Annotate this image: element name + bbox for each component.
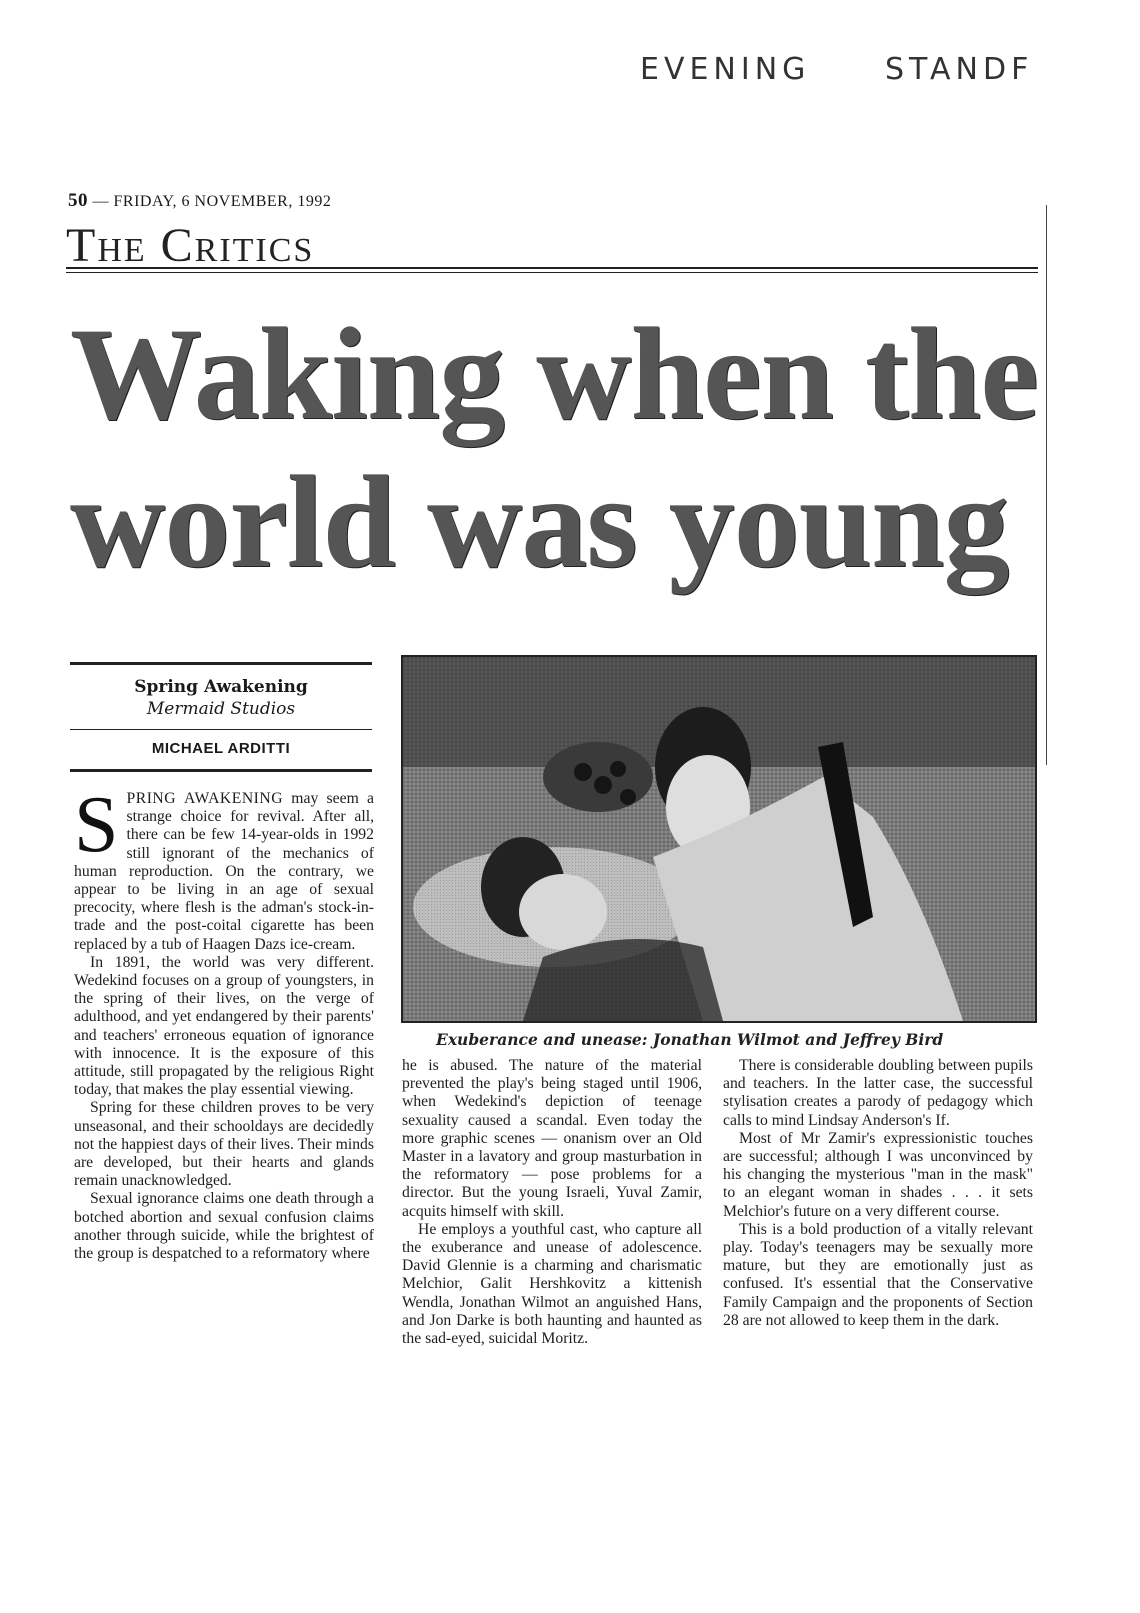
production-photo bbox=[401, 655, 1037, 1023]
paragraph-text: may seem a strange choice for revival. After all, there can be few 14-year-olds in 1992 still ignorant of the mechanics of human reproduction. On the contrary, we appear to be living in an age of sexual precocity, where flesh is the adman's stock-in-trade and the post-coital cigarette has been replaced by a tub of Haagen Dazs ice-cream. bbox=[74, 790, 374, 953]
article-column-3 bbox=[723, 1057, 1033, 1330]
section-title: The Critics bbox=[66, 219, 315, 272]
handwritten-annotation bbox=[640, 52, 1033, 87]
play-title: Spring Awakening bbox=[134, 677, 308, 697]
headline-line: Waking when the bbox=[70, 300, 1038, 447]
paragraph: This is a bold production of a vitally relevant play. Today's teenagers may be sexually more mature, but they are emotionally just as confused. It's essential that the Conservative Family Campaign and the proponents of Section 28 are not allowed to keep them in the dark. bbox=[723, 1220, 1033, 1329]
article-headline bbox=[70, 300, 1050, 596]
paragraph bbox=[74, 781, 374, 954]
section-rule bbox=[66, 267, 1038, 273]
lead-in: PRING AWAKENING bbox=[126, 790, 284, 807]
photo-caption: Exuberance and unease: Jonathan Wilmot and Jeffrey Bird bbox=[436, 1030, 944, 1049]
dateline bbox=[68, 190, 331, 212]
paragraph: Most of Mr Zamir's expressionistic touches are successful; although I was unconvinced by his changing the mysterious "man in the mask" to an elegant woman in shades . . . it sets Melchior's future on a very different course. bbox=[723, 1129, 1033, 1220]
headline-line: world was young bbox=[70, 448, 1009, 595]
article-column-2 bbox=[402, 1057, 702, 1348]
article-column-1 bbox=[74, 781, 374, 1263]
divider bbox=[70, 769, 372, 772]
venue: Mermaid Studios bbox=[146, 699, 296, 719]
review-infobox bbox=[70, 662, 372, 772]
paragraph: There is considerable doubling between pupils and teachers. In the latter case, the successful stylisation creates a parody of pedagogy which calls to mind Lindsay Anderson's If. bbox=[723, 1057, 1033, 1129]
byline: MICHAEL ARDITTI bbox=[151, 740, 291, 757]
drop-cap: S bbox=[74, 781, 119, 869]
paragraph: Sexual ignorance claims one death through a botched abortion and sexual confusion claims another through suicide, while the brightest of the group is despatched to a reformatory where bbox=[74, 1190, 374, 1263]
divider bbox=[70, 729, 372, 730]
handwritten-word: EVENING bbox=[640, 52, 811, 87]
page-number: 50 bbox=[68, 190, 88, 211]
paragraph: In 1891, the world was very different. Wedekind focuses on a group of youngsters, in the spring of their lives, on the verge of adulthood, and yet endangered by their parents' and teachers' erroneous equation of ignorance with innocence. It is the exposure of this attitude, still propagated by the religious Right today, that makes the play essential viewing. bbox=[74, 953, 374, 1099]
photo-illustration bbox=[403, 657, 1035, 1021]
paragraph: Spring for these children proves to be very unseasonal, and their schooldays are decidedly not the happiest days of their lives. Their minds are developed, but their hearts and glands remain unacknowledged. bbox=[74, 1099, 374, 1190]
paragraph: He employs a youthful cast, who capture all the exuberance and unease of adolescence. David Glennie is a charming and charismatic Melchior, Galit Hershkovitz a kittenish Wendla, Jonathan Wilmot an anguished Hans, and Jon Darke is both haunting and haunted as the sad-eyed, suicidal Moritz. bbox=[402, 1220, 702, 1348]
divider bbox=[70, 662, 372, 665]
paragraph: he is abused. The nature of the material prevented the play's being staged until 1906, when Wedekind's depiction of teenage sexuality caused a scandal. Even today the more graphic scenes — onanism over an Old Master in a lavatory and group masturbation in the reformatory — pose problems for a director. But the young Israeli, Yuval Zamir, acquits himself with skill. bbox=[402, 1057, 702, 1220]
handwritten-word: STANDF bbox=[884, 52, 1034, 87]
issue-date: — FRIDAY, 6 NOVEMBER, 1992 bbox=[92, 193, 332, 210]
